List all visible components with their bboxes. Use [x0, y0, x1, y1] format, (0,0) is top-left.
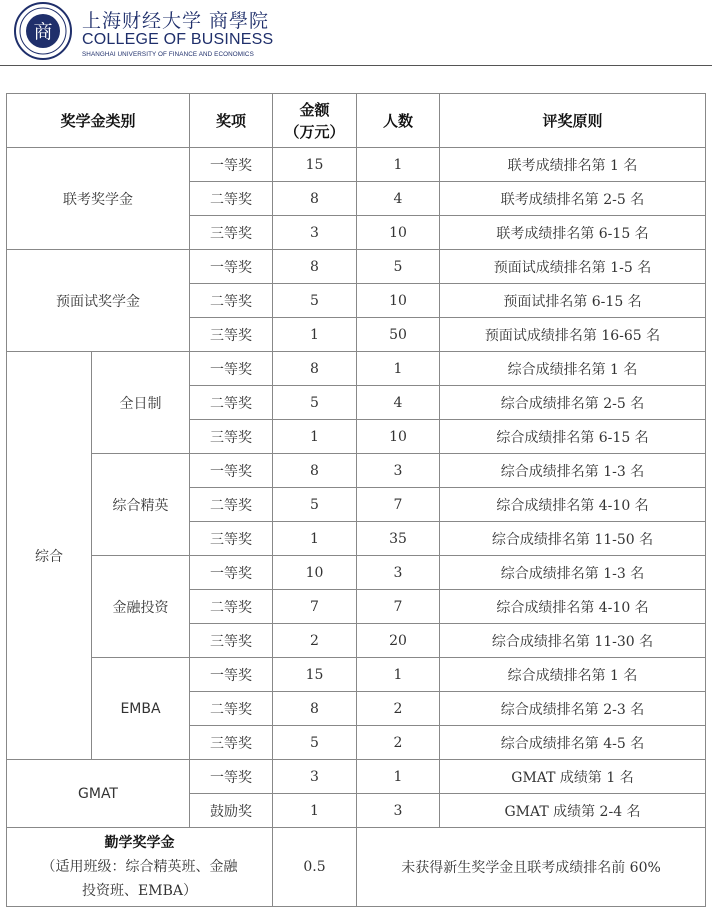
cell-award: 二等奖 — [190, 386, 273, 420]
cell-criteria: 综合成绩排名第 1-3 名 — [440, 556, 706, 590]
cell-amount: 5 — [273, 488, 357, 522]
table-row — [7, 352, 706, 386]
school-seal-logo — [14, 2, 72, 60]
group-ymu: 预面试奖学金 — [7, 250, 190, 352]
cell-amount: 7 — [273, 590, 357, 624]
header-criteria: 评奖原则 — [440, 94, 706, 148]
cell-award: 一等奖 — [190, 148, 273, 182]
cell-count: 5 — [357, 250, 440, 284]
diligence-amount: 0.5 — [273, 828, 357, 907]
cell-award: 三等奖 — [190, 216, 273, 250]
cell-amount: 1 — [273, 420, 357, 454]
cell-count: 2 — [357, 692, 440, 726]
cell-amount: 5 — [273, 726, 357, 760]
cell-count: 1 — [357, 148, 440, 182]
cell-count: 4 — [357, 386, 440, 420]
cell-criteria: 预面试成绩排名第 1-5 名 — [440, 250, 706, 284]
svg-text:商: 商 — [33, 21, 53, 43]
cell-count: 4 — [357, 182, 440, 216]
school-name-cn: 上海财经大学 商學院 — [82, 10, 270, 32]
cell-criteria: 联考成绩排名第 6-15 名 — [440, 216, 706, 250]
subgroup-emba: EMBA — [92, 658, 190, 760]
cell-amount: 1 — [273, 522, 357, 556]
table-row — [7, 658, 706, 692]
cell-award: 二等奖 — [190, 182, 273, 216]
cell-criteria: GMAT 成绩第 1 名 — [440, 760, 706, 794]
cell-criteria: 综合成绩排名第 2-3 名 — [440, 692, 706, 726]
cell-count: 1 — [357, 352, 440, 386]
group-zh: 综合 — [7, 352, 92, 760]
cell-amount: 3 — [273, 216, 357, 250]
cell-criteria: GMAT 成绩第 2-4 名 — [440, 794, 706, 828]
cell-count: 1 — [357, 658, 440, 692]
group-gmat: GMAT — [7, 760, 190, 828]
table-header-row — [7, 94, 706, 148]
cell-award: 三等奖 — [190, 318, 273, 352]
cell-amount: 8 — [273, 692, 357, 726]
cell-amount: 8 — [273, 182, 357, 216]
cell-count: 7 — [357, 590, 440, 624]
cell-criteria: 综合成绩排名第 4-5 名 — [440, 726, 706, 760]
cell-amount: 8 — [273, 454, 357, 488]
cell-criteria: 综合成绩排名第 1 名 — [440, 658, 706, 692]
cell-award: 二等奖 — [190, 488, 273, 522]
diligence-criteria: 未获得新生奖学金且联考成绩排名前 60% — [357, 828, 706, 907]
cell-count: 3 — [357, 454, 440, 488]
cell-award: 二等奖 — [190, 590, 273, 624]
cell-criteria: 综合成绩排名第 4-10 名 — [440, 590, 706, 624]
cell-count: 35 — [357, 522, 440, 556]
cell-award: 三等奖 — [190, 624, 273, 658]
cell-amount: 15 — [273, 658, 357, 692]
diligence-scope-cont: 投资班、EMBA） — [82, 883, 197, 899]
cell-count: 3 — [357, 794, 440, 828]
header-amount — [273, 94, 357, 148]
header-category: 奖学金类别 — [7, 94, 190, 148]
cell-award: 一等奖 — [190, 454, 273, 488]
cell-criteria: 综合成绩排名第 6-15 名 — [440, 420, 706, 454]
cell-count: 7 — [357, 488, 440, 522]
cell-criteria: 综合成绩排名第 11-50 名 — [440, 522, 706, 556]
header-count: 人数 — [357, 94, 440, 148]
cell-count: 10 — [357, 420, 440, 454]
table-row — [7, 148, 706, 182]
cell-count: 1 — [357, 760, 440, 794]
cell-award: 三等奖 — [190, 522, 273, 556]
table-row — [7, 556, 706, 590]
cell-award: 一等奖 — [190, 250, 273, 284]
subgroup-qrz: 全日制 — [92, 352, 190, 454]
page-header — [0, 0, 712, 66]
cell-criteria: 联考成绩排名第 1 名 — [440, 148, 706, 182]
group-lk: 联考奖学金 — [7, 148, 190, 250]
table-row — [7, 454, 706, 488]
diligence-category — [7, 828, 273, 907]
subgroup-jrtz: 金融投资 — [92, 556, 190, 658]
diligence-title: 勤学奖学金 — [104, 835, 175, 851]
cell-amount: 5 — [273, 284, 357, 318]
cell-criteria: 综合成绩排名第 2-5 名 — [440, 386, 706, 420]
cell-criteria: 预面试排名第 6-15 名 — [440, 284, 706, 318]
subgroup-zhjy: 综合精英 — [92, 454, 190, 556]
cell-award: 二等奖 — [190, 284, 273, 318]
table-row — [7, 760, 706, 794]
cell-criteria: 综合成绩排名第 1 名 — [440, 352, 706, 386]
cell-amount: 5 — [273, 386, 357, 420]
cell-award: 一等奖 — [190, 760, 273, 794]
cell-amount: 2 — [273, 624, 357, 658]
cell-award: 三等奖 — [190, 726, 273, 760]
table-row-diligence — [7, 828, 706, 907]
table-row — [7, 250, 706, 284]
header-divider — [0, 65, 712, 66]
cell-amount: 8 — [273, 250, 357, 284]
cell-criteria: 综合成绩排名第 11-30 名 — [440, 624, 706, 658]
cell-award: 一等奖 — [190, 352, 273, 386]
cell-amount: 1 — [273, 794, 357, 828]
cell-award: 一等奖 — [190, 658, 273, 692]
cell-criteria: 预面试成绩排名第 16-65 名 — [440, 318, 706, 352]
cell-amount: 8 — [273, 352, 357, 386]
cell-count: 10 — [357, 216, 440, 250]
scholarship-table — [6, 93, 706, 907]
header-award: 奖项 — [190, 94, 273, 148]
cell-award: 鼓励奖 — [190, 794, 273, 828]
cell-count: 20 — [357, 624, 440, 658]
cell-criteria: 联考成绩排名第 2-5 名 — [440, 182, 706, 216]
cell-award: 二等奖 — [190, 692, 273, 726]
school-name-en: COLLEGE OF BUSINESS — [82, 31, 274, 48]
cell-count: 50 — [357, 318, 440, 352]
cell-count: 10 — [357, 284, 440, 318]
cell-count: 3 — [357, 556, 440, 590]
cell-award: 三等奖 — [190, 420, 273, 454]
cell-amount: 15 — [273, 148, 357, 182]
cell-amount: 3 — [273, 760, 357, 794]
diligence-scope: （适用班级：综合精英班、金融 — [41, 859, 238, 875]
school-subtitle: SHANGHAI UNIVERSITY OF FINANCE AND ECONOMICS — [82, 51, 254, 58]
cell-criteria: 综合成绩排名第 4-10 名 — [440, 488, 706, 522]
cell-amount: 10 — [273, 556, 357, 590]
cell-amount: 1 — [273, 318, 357, 352]
cell-award: 一等奖 — [190, 556, 273, 590]
cell-criteria: 综合成绩排名第 1-3 名 — [440, 454, 706, 488]
header-amount-label: 金额 （万元） — [284, 100, 345, 141]
cell-count: 2 — [357, 726, 440, 760]
